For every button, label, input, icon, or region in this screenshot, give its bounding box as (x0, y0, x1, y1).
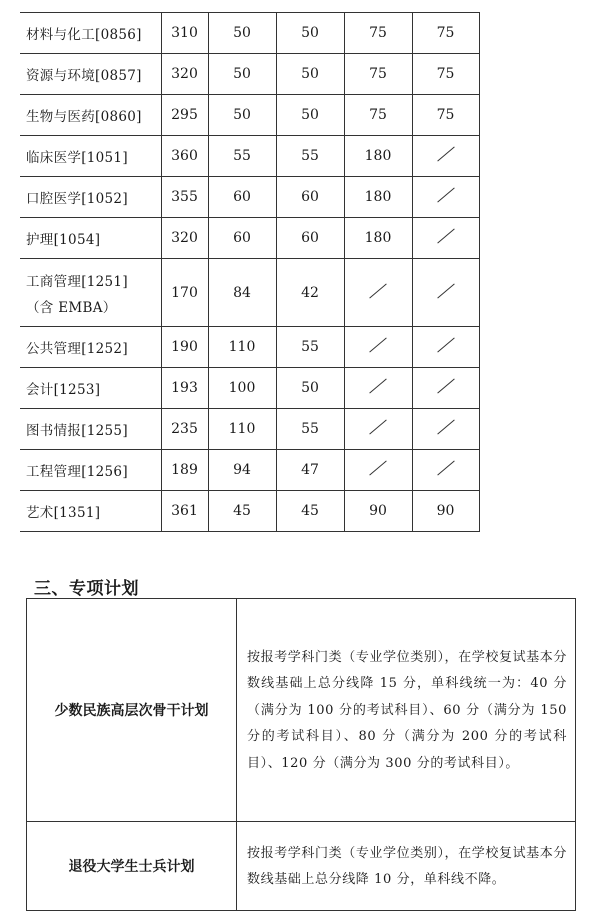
score-cell-s2: 55 (276, 409, 344, 450)
program-name-cell (20, 136, 161, 177)
plan-name: 少数民族高层次骨干计划 (27, 599, 237, 822)
score-cell-s4 (412, 136, 479, 177)
not-applicable-slash-icon (437, 459, 455, 477)
not-applicable-slash-icon (437, 377, 455, 395)
program-name-cell (20, 13, 161, 54)
score-cell-s2: 55 (276, 136, 344, 177)
score-cell-s4 (412, 177, 479, 218)
score-cell-s3: 180 (344, 177, 412, 218)
program-name: 图书情报[1255] (26, 423, 128, 439)
score-cell-s3: 75 (344, 13, 412, 54)
score-cell-s1: 45 (208, 491, 276, 532)
score-cell-total: 193 (161, 368, 208, 409)
not-applicable-slash-icon (369, 459, 387, 477)
table-row (20, 218, 479, 259)
section-title: 三、专项计划 (34, 579, 139, 599)
table-row (20, 368, 479, 409)
score-cell-s1: 50 (208, 95, 276, 136)
score-cell-total: 295 (161, 95, 208, 136)
score-cell-s1: 50 (208, 54, 276, 95)
score-cell-s2: 50 (276, 54, 344, 95)
score-table (20, 12, 480, 532)
score-cell-total: 189 (161, 450, 208, 491)
program-name-cell (20, 54, 161, 95)
score-cell-s2: 60 (276, 218, 344, 259)
not-applicable-slash-icon (437, 145, 455, 163)
score-cell-total: 361 (161, 491, 208, 532)
score-cell-s2: 55 (276, 327, 344, 368)
program-name: 工商管理[1251] (26, 273, 128, 290)
program-name-cell (20, 491, 161, 532)
score-cell-s2: 45 (276, 491, 344, 532)
score-cell-s4 (412, 259, 479, 327)
plan-row (27, 599, 576, 822)
program-name-cell (20, 218, 161, 259)
program-name-cell (20, 409, 161, 450)
program-name: 公共管理[1252] (26, 341, 128, 357)
table-row (20, 95, 479, 136)
score-cell-s3: 75 (344, 95, 412, 136)
not-applicable-slash-icon (369, 418, 387, 436)
score-cell-s4 (412, 450, 479, 491)
not-applicable-slash-icon (437, 186, 455, 204)
score-cell-s4: 75 (412, 95, 479, 136)
table-row (20, 136, 479, 177)
score-cell-s3 (344, 368, 412, 409)
score-cell-s1: 50 (208, 13, 276, 54)
not-applicable-slash-icon (437, 336, 455, 354)
score-cell-s3 (344, 259, 412, 327)
special-plan-table (26, 598, 576, 911)
not-applicable-slash-icon (369, 377, 387, 395)
table-row (20, 54, 479, 95)
program-name: 护理[1054] (26, 232, 101, 248)
not-applicable-slash-icon (369, 282, 387, 300)
table-row (20, 491, 479, 532)
plan-name: 退役大学生士兵计划 (27, 822, 237, 911)
score-cell-s3: 90 (344, 491, 412, 532)
score-cell-total: 320 (161, 54, 208, 95)
program-name-cell (20, 177, 161, 218)
score-cell-s1: 60 (208, 177, 276, 218)
score-cell-s3 (344, 450, 412, 491)
program-name: 资源与环境[0857] (26, 68, 142, 84)
score-cell-s4 (412, 327, 479, 368)
score-cell-s1: 100 (208, 368, 276, 409)
not-applicable-slash-icon (369, 336, 387, 354)
plan-row (27, 822, 576, 911)
score-cell-s2: 60 (276, 177, 344, 218)
table-row (20, 177, 479, 218)
score-cell-total: 170 (161, 259, 208, 327)
table-row (20, 13, 479, 54)
plan-description: 按报考学科门类（专业学位类别），在学校复试基本分数线基础上总分线降 15 分，单科线统一为：40 分（满分为 100 分的考试科目）、60 分（满分为 150 分的考试科目）、80 分（满分为 200 分的考试科目）、120 分（满分为 300 分的考试科目）。 (237, 599, 576, 822)
score-cell-total: 190 (161, 327, 208, 368)
program-name-cell (20, 259, 161, 327)
program-name: 临床医学[1051] (26, 150, 128, 166)
not-applicable-slash-icon (437, 227, 455, 245)
score-cell-s2: 47 (276, 450, 344, 491)
score-cell-total: 310 (161, 13, 208, 54)
score-cell-s2: 50 (276, 368, 344, 409)
program-name-cell (20, 327, 161, 368)
score-cell-s1: 84 (208, 259, 276, 327)
program-name-cell (20, 95, 161, 136)
score-cell-s3: 180 (344, 218, 412, 259)
plan-description: 按报考学科门类（专业学位类别），在学校复试基本分数线基础上总分线降 10 分，单科线不降。 (237, 822, 576, 911)
score-cell-total: 320 (161, 218, 208, 259)
program-name-cell (20, 368, 161, 409)
score-cell-s3 (344, 409, 412, 450)
score-cell-total: 235 (161, 409, 208, 450)
score-cell-total: 360 (161, 136, 208, 177)
score-cell-s3: 180 (344, 136, 412, 177)
score-cell-total: 355 (161, 177, 208, 218)
score-cell-s2: 50 (276, 13, 344, 54)
program-name: 生物与医药[0860] (26, 109, 142, 125)
score-cell-s4: 75 (412, 13, 479, 54)
score-cell-s3: 75 (344, 54, 412, 95)
program-name-note: （含 EMBA） (26, 299, 117, 316)
not-applicable-slash-icon (437, 418, 455, 436)
program-name: 工程管理[1256] (26, 464, 128, 480)
program-name: 材料与化工[0856] (26, 27, 142, 43)
score-cell-s4 (412, 409, 479, 450)
table-row (20, 409, 479, 450)
not-applicable-slash-icon (437, 282, 455, 300)
score-cell-s4: 75 (412, 54, 479, 95)
score-cell-s1: 55 (208, 136, 276, 177)
program-name: 口腔医学[1052] (26, 191, 128, 207)
table-row (20, 450, 479, 491)
score-cell-s4 (412, 218, 479, 259)
score-cell-s4: 90 (412, 491, 479, 532)
score-cell-s2: 50 (276, 95, 344, 136)
score-cell-s1: 110 (208, 409, 276, 450)
score-cell-s1: 110 (208, 327, 276, 368)
program-name: 艺术[1351] (26, 505, 101, 521)
score-cell-s1: 94 (208, 450, 276, 491)
score-cell-s3 (344, 327, 412, 368)
score-cell-s2: 42 (276, 259, 344, 327)
table-row (20, 327, 479, 368)
score-cell-s1: 60 (208, 218, 276, 259)
score-cell-s4 (412, 368, 479, 409)
table-row (20, 259, 479, 327)
program-name-cell (20, 450, 161, 491)
program-name: 会计[1253] (26, 382, 101, 398)
